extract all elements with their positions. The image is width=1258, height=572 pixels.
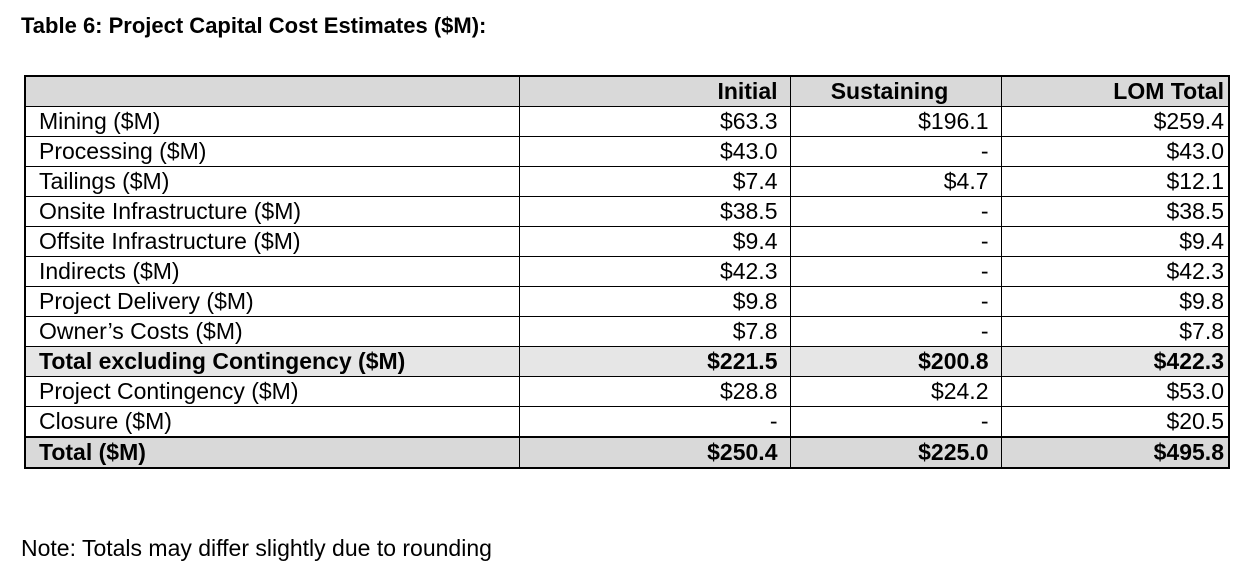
row-label: Tailings ($M) (25, 167, 519, 197)
cell-sustaining: - (790, 287, 1001, 317)
table-row (25, 287, 1229, 317)
cell-initial: $63.3 (519, 107, 790, 137)
row-label: Processing ($M) (25, 137, 519, 167)
table-row (25, 437, 1229, 468)
cell-lom-total: $259.4 (1001, 107, 1229, 137)
cell-sustaining: $4.7 (790, 167, 1001, 197)
header-initial: Initial (519, 76, 790, 107)
cell-initial: $43.0 (519, 137, 790, 167)
table-row (25, 137, 1229, 167)
row-label: Project Contingency ($M) (25, 377, 519, 407)
cell-sustaining: - (790, 197, 1001, 227)
cell-initial: $7.8 (519, 317, 790, 347)
row-label: Closure ($M) (25, 407, 519, 438)
cell-initial: $7.4 (519, 167, 790, 197)
cell-lom-total: $495.8 (1001, 437, 1229, 468)
cell-initial: - (519, 407, 790, 438)
cell-lom-total: $38.5 (1001, 197, 1229, 227)
cell-initial: $9.4 (519, 227, 790, 257)
cell-initial: $221.5 (519, 347, 790, 377)
cell-sustaining: - (790, 227, 1001, 257)
cell-initial: $250.4 (519, 437, 790, 468)
header-sustaining: Sustaining (790, 76, 1001, 107)
cell-lom-total: $422.3 (1001, 347, 1229, 377)
cell-initial: $38.5 (519, 197, 790, 227)
header-lom-total: LOM Total (1001, 76, 1229, 107)
row-label: Onsite Infrastructure ($M) (25, 197, 519, 227)
capital-cost-table (24, 75, 1230, 469)
table-row (25, 227, 1229, 257)
cell-lom-total: $42.3 (1001, 257, 1229, 287)
cell-sustaining: $24.2 (790, 377, 1001, 407)
cell-lom-total: $12.1 (1001, 167, 1229, 197)
cell-lom-total: $9.4 (1001, 227, 1229, 257)
table-row (25, 107, 1229, 137)
cell-initial: $28.8 (519, 377, 790, 407)
cell-lom-total: $7.8 (1001, 317, 1229, 347)
cell-initial: $42.3 (519, 257, 790, 287)
table-row (25, 197, 1229, 227)
row-label: Offsite Infrastructure ($M) (25, 227, 519, 257)
cell-sustaining: $225.0 (790, 437, 1001, 468)
row-label: Project Delivery ($M) (25, 287, 519, 317)
cell-sustaining: $196.1 (790, 107, 1001, 137)
cell-lom-total: $53.0 (1001, 377, 1229, 407)
row-label: Total ($M) (25, 437, 519, 468)
table-row (25, 377, 1229, 407)
cell-sustaining: - (790, 317, 1001, 347)
table-row (25, 317, 1229, 347)
row-label: Mining ($M) (25, 107, 519, 137)
cell-sustaining: - (790, 137, 1001, 167)
cell-sustaining: - (790, 257, 1001, 287)
cell-lom-total: $43.0 (1001, 137, 1229, 167)
cell-sustaining: - (790, 407, 1001, 438)
cell-sustaining: $200.8 (790, 347, 1001, 377)
rounding-note: Note: Totals may differ slightly due to rounding (21, 535, 492, 561)
table-body (25, 107, 1229, 469)
table-row (25, 407, 1229, 438)
table-row (25, 167, 1229, 197)
table-header-row (25, 76, 1229, 107)
header-blank-cell (25, 76, 519, 107)
row-label: Indirects ($M) (25, 257, 519, 287)
cell-initial: $9.8 (519, 287, 790, 317)
row-label: Owner’s Costs ($M) (25, 317, 519, 347)
row-label: Total excluding Contingency ($M) (25, 347, 519, 377)
table-row (25, 257, 1229, 287)
cell-lom-total: $20.5 (1001, 407, 1229, 438)
cell-lom-total: $9.8 (1001, 287, 1229, 317)
table-row (25, 347, 1229, 377)
table-title: Table 6: Project Capital Cost Estimates ($M): (21, 13, 487, 38)
